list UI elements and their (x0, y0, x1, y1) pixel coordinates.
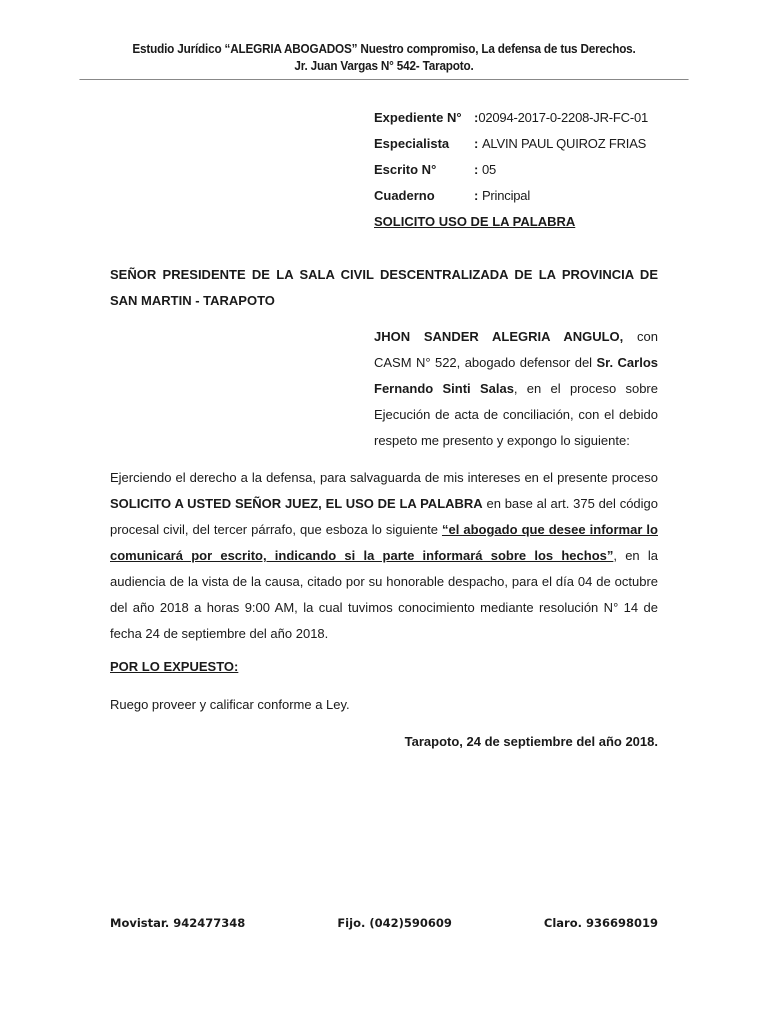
case-metadata (374, 108, 648, 238)
place-date-line: Tarapoto, 24 de septiembre del año 2018. (404, 734, 658, 749)
intro-text-2: , en el proceso sobre Ejecución de acta de conciliación, con el debido respeto me presento y expongo lo siguiente: (374, 381, 658, 448)
escrito-label: Escrito N° (374, 162, 437, 177)
cuaderno-value: Principal (481, 188, 531, 203)
body-request-bold: SOLICITO A USTED SEÑOR JUEZ, EL USO DE LA PALABRA (110, 496, 483, 511)
body-paragraph (110, 465, 658, 647)
meta-row-escrito: Escrito N° : 05 (374, 160, 648, 186)
footer-claro: Claro. 936698019 (543, 916, 658, 930)
body-text-2: en base al art. 375 del código procesal civil, del tercer párrafo, que esboza lo siguiente (110, 496, 658, 537)
addressee: SEÑOR PRESIDENTE DE LA SALA CIVIL DESCENTRALIZADA DE LA PROVINCIA DE SAN MARTIN - TARAPOTO (110, 267, 658, 308)
footer-movistar: Movistar. 942477348 (110, 916, 246, 930)
client-name: Sr. Carlos Fernando Sinti Salas (374, 355, 658, 396)
footer-contacts (110, 916, 658, 930)
lawyer-name: JHON SANDER ALEGRIA ANGULO, (374, 329, 624, 344)
letterhead (79, 41, 688, 80)
section-title: POR LO EXPUESTO: (110, 659, 239, 674)
body-text-3: , en la audiencia de la vista de la causa, citado por su honorable despacho, para el día 04 de octubre del año 2018 a horas 9:00 AM, la cual tuvimos conocimiento mediante resolución N° 14 de fecha 24 de septiembre del año 2018. (110, 548, 658, 641)
meta-row-expediente: Expediente N° : 02094-2017-0-2208-JR-FC-01 (374, 108, 648, 134)
intro-paragraph (374, 324, 658, 454)
cuaderno-label: Cuaderno (374, 188, 435, 203)
especialista-label: Especialista (374, 136, 450, 151)
meta-row-especialista: Especialista : ALVIN PAUL QUIROZ FRIAS (374, 134, 648, 160)
meta-row-cuaderno: Cuaderno : Principal (374, 186, 648, 212)
expediente-label: Expediente N° (374, 110, 462, 125)
footer-fijo: Fijo. (042)590609 (337, 916, 452, 930)
especialista-value: ALVIN PAUL QUIROZ FRIAS (481, 136, 647, 151)
document-subject: SOLICITO USO DE LA PALABRA (374, 214, 576, 229)
closing-request: Ruego proveer y calificar conforme a Ley. (110, 697, 350, 712)
escrito-value: 05 (481, 162, 497, 177)
body-quote: “el abogado que desee informar lo comunicará por escrito, indicando si la parte informará sobre los hechos” (110, 522, 658, 563)
letterhead-address-line: Jr. Juan Vargas N° 542- Tarapoto. (294, 59, 474, 73)
body-text-1: Ejerciendo el derecho a la defensa, para salvaguarda de mis intereses en el presente proceso (110, 470, 658, 485)
expediente-value: 02094-2017-0-2208-JR-FC-01 (478, 110, 649, 125)
letterhead-firm-line: Estudio Jurídico “ALEGRIA ABOGADOS” Nuestro compromiso, La defensa de tus Derechos. (132, 42, 636, 56)
intro-text-1: con CASM N° 522, abogado defensor del (374, 329, 658, 370)
